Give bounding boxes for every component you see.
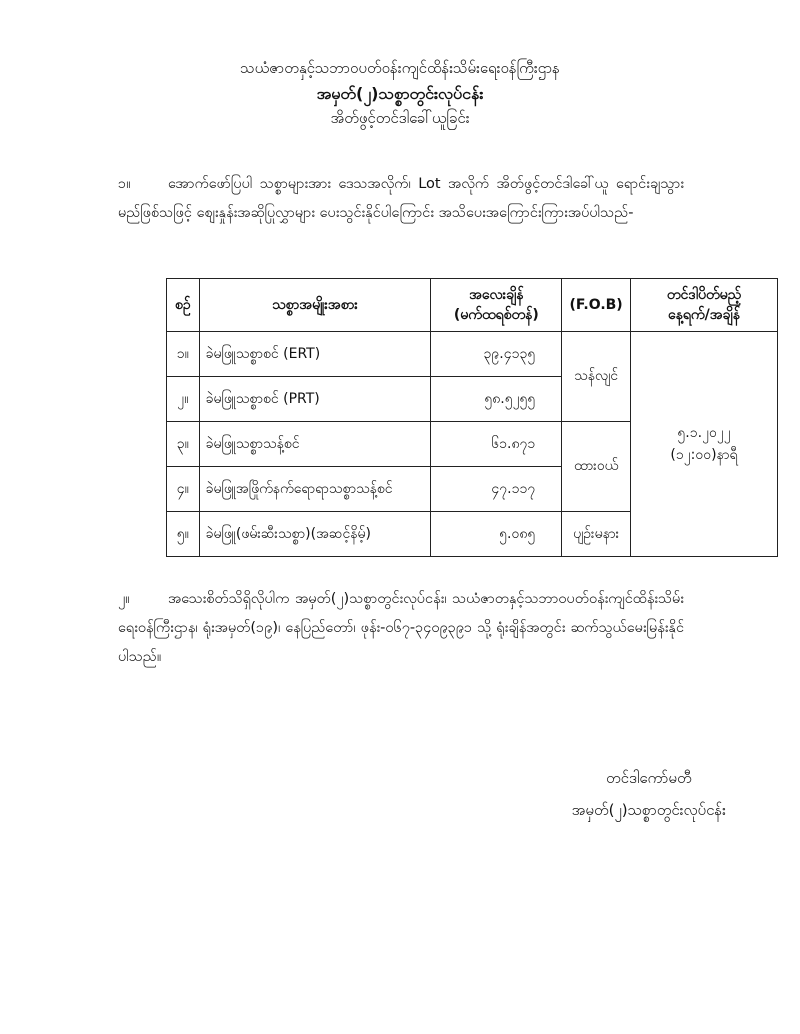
row-qty: ၆၁.၈၇၁ [431,422,562,467]
row-name: ခဲမဖြူ(ဖမ်းဆီးသစ္စာ)(အဆင့်နိမ့်) [199,512,431,557]
ministry-title: သယံဇာတနှင့်သဘာဝပတ်ဝန်းကျင်ထိန်းသိမ်းရေးဝန်ကြီးဌာန [240,59,560,77]
row-no: ၁။ [167,332,200,377]
header-name: သစ္စာအမျိုးအစား [199,279,431,332]
row-no: ၃။ [167,422,200,467]
row-qty: ၄၇.၁၁၇ [431,467,562,512]
header-date [631,279,778,332]
fob-location: ပျဉ်းမနား [562,512,631,557]
header-fob: (F.O.B) [562,279,631,332]
paragraph-text: အောက်ဖော်ပြပါ သစ္စာများအား ဒေသအလိုက်၊ Lot အလိုက် အိတ်ဖွင့်တင်ဒါခေါ်ယူ ရောင်းချသွားမည်ဖြစ်သဖြင့် စျေးနှုန်းအဆိုပြုလွှာများ ပေးသွင်းနိုင်ပါကြောင်း အသိပေးအကြောင်းကြားအပ်ပါသည်- [118,176,684,221]
closing-datetime-text: ၅.၁.၂၀၂၂ (၁၂:၀၀)နာရီ [670,425,738,463]
committee-name: တင်ဒါကော်မတီ [606,769,692,787]
row-qty: ၃၉.၄၁၃၅ [431,332,562,377]
fob-location: သန်လျင် [562,332,631,422]
table-row [167,332,778,377]
paragraph-1 [118,170,684,228]
document-header [0,56,800,131]
signatory-department: အမှတ်(၂)သစ္စာတွင်းလုပ်ငန်း [571,801,726,819]
fob-location: ထားဝယ် [562,422,631,512]
department-title: အမှတ်(၂)သစ္စာတွင်းလုပ်ငန်း [316,84,484,103]
header-qty [431,279,562,332]
row-name: ခဲမဖြူသစ္စာစင် (ERT) [199,332,431,377]
row-name: ခဲမဖြူသစ္စာစင် (PRT) [199,377,431,422]
row-name: ခဲမဖြူသစ္စာသန့်စင် [199,422,431,467]
paragraph-number: ၁။ [118,176,131,192]
row-no: ၂။ [167,377,200,422]
header-date-text: တင်ဒါပိတ်မည့် နေ့ရက်/အချိန် [666,287,742,323]
table-header-row [167,279,778,332]
subject-title: အိတ်ဖွင့်တင်ဒါခေါ်ယူခြင်း [330,109,470,127]
row-no: ၅။ [167,512,200,557]
paragraph-2 [118,585,684,672]
row-qty: ၅၈.၅၂၅၅ [431,377,562,422]
header-qty-text: အလေးချိန် (မက်ထရစ်တန်) [453,287,539,323]
row-qty: ၅.၀၈၅ [431,512,562,557]
tender-items-table [166,278,778,557]
signature-block [572,762,726,826]
closing-datetime [631,332,778,557]
row-no: ၄။ [167,467,200,512]
row-name: ခဲမဖြူအဖြိုက်နက်ရောရာသစ္စာသန့်စင် [199,467,431,512]
paragraph-number: ၂။ [118,591,130,607]
header-no: စဉ် [167,279,200,332]
paragraph-text: အသေးစိတ်သိရှိလိုပါက အမှတ်(၂)သစ္စာတွင်းလုပ်ငန်း၊ သယံဇာတနှင့်သဘာဝပတ်ဝန်းကျင်ထိန်းသိမ်းရေးဝန်ကြီးဌာန၊ ရုံးအမှတ်(၁၉)၊ နေပြည်တော်၊ ဖုန်း-၀၆၇-၃၄၀၉၃၉၁ သို့ ရုံးချိန်အတွင်း ဆက်သွယ်မေးမြန်းနိုင်ပါသည်။ [118,591,684,665]
